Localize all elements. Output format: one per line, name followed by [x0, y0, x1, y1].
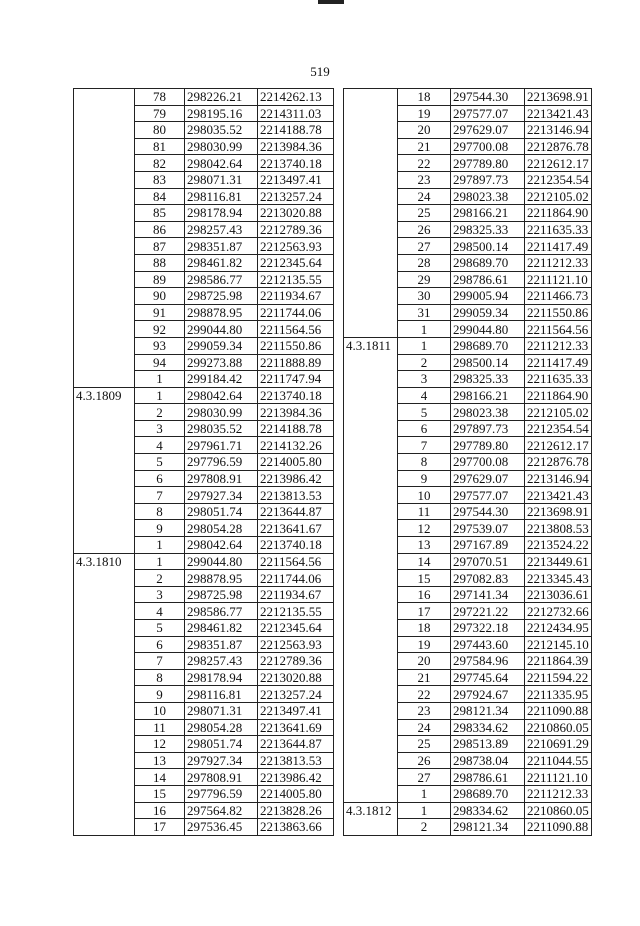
y-coordinate-cell: 2211466.73: [525, 288, 592, 305]
x-coordinate-cell: 298195.16: [185, 105, 258, 122]
section-code-cell: [344, 89, 398, 338]
x-coordinate-cell: 298513.89: [451, 736, 525, 753]
x-coordinate-cell: 298786.61: [451, 271, 525, 288]
x-coordinate-cell: 298121.34: [451, 702, 525, 719]
x-coordinate-cell: 297808.91: [185, 470, 258, 487]
point-number-cell: 6: [398, 420, 451, 437]
y-coordinate-cell: 2214188.78: [258, 420, 334, 437]
x-coordinate-cell: 297745.64: [451, 669, 525, 686]
x-coordinate-cell: 298351.87: [185, 238, 258, 255]
y-coordinate-cell: 2213644.87: [258, 736, 334, 753]
x-coordinate-cell: 298054.28: [185, 520, 258, 537]
point-number-cell: 15: [398, 570, 451, 587]
point-number-cell: 8: [135, 503, 185, 520]
x-coordinate-cell: 298035.52: [185, 420, 258, 437]
x-coordinate-cell: 298725.98: [185, 586, 258, 603]
x-coordinate-cell: 298023.38: [451, 404, 525, 421]
y-coordinate-cell: 2212876.78: [525, 454, 592, 471]
y-coordinate-cell: 2213020.88: [258, 669, 334, 686]
y-coordinate-cell: 2212732.66: [525, 603, 592, 620]
point-number-cell: 8: [135, 669, 185, 686]
x-coordinate-cell: 297322.18: [451, 620, 525, 637]
x-coordinate-cell: 297564.82: [185, 802, 258, 819]
y-coordinate-cell: 2214311.03: [258, 105, 334, 122]
point-number-cell: 18: [398, 620, 451, 637]
y-coordinate-cell: 2211564.56: [525, 321, 592, 338]
coordinates-table-right: [343, 88, 592, 836]
point-number-cell: 6: [135, 636, 185, 653]
y-coordinate-cell: 2212354.54: [525, 420, 592, 437]
y-coordinate-cell: 2211864.90: [525, 205, 592, 222]
point-number-cell: 22: [398, 155, 451, 172]
y-coordinate-cell: 2211744.06: [258, 304, 334, 321]
point-number-cell: 90: [135, 288, 185, 305]
y-coordinate-cell: 2213524.22: [525, 537, 592, 554]
point-number-cell: 7: [135, 487, 185, 504]
point-number-cell: 1: [398, 321, 451, 338]
point-number-cell: 92: [135, 321, 185, 338]
x-coordinate-cell: 298325.33: [451, 371, 525, 388]
x-coordinate-cell: 298121.34: [451, 819, 525, 836]
x-coordinate-cell: 298226.21: [185, 89, 258, 106]
point-number-cell: 8: [398, 454, 451, 471]
point-number-cell: 21: [398, 138, 451, 155]
point-number-cell: 6: [135, 470, 185, 487]
y-coordinate-cell: 2214262.13: [258, 89, 334, 106]
point-number-cell: 2: [398, 819, 451, 836]
point-number-cell: 86: [135, 221, 185, 238]
x-coordinate-cell: 299044.80: [451, 321, 525, 338]
y-coordinate-cell: 2212434.95: [525, 620, 592, 637]
point-number-cell: 13: [135, 752, 185, 769]
x-coordinate-cell: 299059.34: [185, 337, 258, 354]
point-number-cell: 1: [398, 785, 451, 802]
y-coordinate-cell: 2214005.80: [258, 454, 334, 471]
y-coordinate-cell: 2211888.89: [258, 354, 334, 371]
x-coordinate-cell: 297539.07: [451, 520, 525, 537]
table-row: [74, 89, 334, 106]
point-number-cell: 91: [135, 304, 185, 321]
y-coordinate-cell: 2212789.36: [258, 653, 334, 670]
y-coordinate-cell: 2213146.94: [525, 470, 592, 487]
x-coordinate-cell: 298725.98: [185, 288, 258, 305]
point-number-cell: 16: [398, 586, 451, 603]
point-number-cell: 82: [135, 155, 185, 172]
y-coordinate-cell: 2213497.41: [258, 702, 334, 719]
x-coordinate-cell: 299044.80: [185, 321, 258, 338]
x-coordinate-cell: 298689.70: [451, 785, 525, 802]
point-number-cell: 79: [135, 105, 185, 122]
y-coordinate-cell: 2213641.69: [258, 719, 334, 736]
point-number-cell: 26: [398, 752, 451, 769]
x-coordinate-cell: 298116.81: [185, 686, 258, 703]
point-number-cell: 10: [398, 487, 451, 504]
y-coordinate-cell: 2211121.10: [525, 271, 592, 288]
point-number-cell: 12: [135, 736, 185, 753]
point-number-cell: 94: [135, 354, 185, 371]
point-number-cell: 1: [398, 337, 451, 354]
point-number-cell: 84: [135, 188, 185, 205]
point-number-cell: 88: [135, 254, 185, 271]
point-number-cell: 1: [398, 802, 451, 819]
section-code-cell: 4.3.1810: [74, 553, 135, 835]
x-coordinate-cell: 298023.38: [451, 188, 525, 205]
table-row: [74, 387, 334, 404]
point-number-cell: 1: [135, 553, 185, 570]
y-coordinate-cell: 2211564.56: [258, 553, 334, 570]
x-coordinate-cell: 298689.70: [451, 337, 525, 354]
y-coordinate-cell: 2213257.24: [258, 686, 334, 703]
x-coordinate-cell: 297577.07: [451, 487, 525, 504]
point-number-cell: 3: [135, 586, 185, 603]
point-number-cell: 93: [135, 337, 185, 354]
section-code-cell: 4.3.1811: [344, 337, 398, 802]
y-coordinate-cell: 2211212.33: [525, 337, 592, 354]
x-coordinate-cell: 298166.21: [451, 205, 525, 222]
point-number-cell: 9: [398, 470, 451, 487]
y-coordinate-cell: 2213345.43: [525, 570, 592, 587]
x-coordinate-cell: 297808.91: [185, 769, 258, 786]
scan-edge-mark: [318, 0, 344, 4]
y-coordinate-cell: 2213257.24: [258, 188, 334, 205]
y-coordinate-cell: 2211335.95: [525, 686, 592, 703]
y-coordinate-cell: 2213421.43: [525, 487, 592, 504]
x-coordinate-cell: 297789.80: [451, 155, 525, 172]
x-coordinate-cell: 297536.45: [185, 819, 258, 836]
point-number-cell: 11: [135, 719, 185, 736]
point-number-cell: 9: [135, 520, 185, 537]
x-coordinate-cell: 298334.62: [451, 802, 525, 819]
x-coordinate-cell: 297700.08: [451, 138, 525, 155]
y-coordinate-cell: 2211635.33: [525, 371, 592, 388]
y-coordinate-cell: 2211635.33: [525, 221, 592, 238]
y-coordinate-cell: 2213641.67: [258, 520, 334, 537]
point-number-cell: 30: [398, 288, 451, 305]
point-number-cell: 21: [398, 669, 451, 686]
y-coordinate-cell: 2212105.02: [525, 188, 592, 205]
y-coordinate-cell: 2213828.26: [258, 802, 334, 819]
point-number-cell: 4: [135, 603, 185, 620]
y-coordinate-cell: 2211864.90: [525, 387, 592, 404]
x-coordinate-cell: 299044.80: [185, 553, 258, 570]
point-number-cell: 15: [135, 785, 185, 802]
y-coordinate-cell: 2213808.53: [525, 520, 592, 537]
x-coordinate-cell: 297070.51: [451, 553, 525, 570]
y-coordinate-cell: 2213740.18: [258, 537, 334, 554]
y-coordinate-cell: 2212876.78: [525, 138, 592, 155]
y-coordinate-cell: 2211090.88: [525, 702, 592, 719]
point-number-cell: 23: [398, 171, 451, 188]
x-coordinate-cell: 297927.34: [185, 487, 258, 504]
x-coordinate-cell: 298051.74: [185, 503, 258, 520]
x-coordinate-cell: 297924.67: [451, 686, 525, 703]
y-coordinate-cell: 2211934.67: [258, 288, 334, 305]
point-number-cell: 26: [398, 221, 451, 238]
point-number-cell: 19: [398, 636, 451, 653]
x-coordinate-cell: 298461.82: [185, 254, 258, 271]
y-coordinate-cell: 2214005.80: [258, 785, 334, 802]
y-coordinate-cell: 2211550.86: [258, 337, 334, 354]
table-row: [344, 802, 592, 819]
point-number-cell: 14: [398, 553, 451, 570]
point-number-cell: 4: [398, 387, 451, 404]
y-coordinate-cell: 2212145.10: [525, 636, 592, 653]
x-coordinate-cell: 297629.07: [451, 122, 525, 139]
point-number-cell: 4: [135, 437, 185, 454]
y-coordinate-cell: 2212563.93: [258, 238, 334, 255]
point-number-cell: 22: [398, 686, 451, 703]
point-number-cell: 29: [398, 271, 451, 288]
y-coordinate-cell: 2211747.94: [258, 371, 334, 388]
y-coordinate-cell: 2212345.64: [258, 254, 334, 271]
y-coordinate-cell: 2211090.88: [525, 819, 592, 836]
point-number-cell: 25: [398, 205, 451, 222]
point-number-cell: 3: [135, 420, 185, 437]
table-row: [74, 553, 334, 570]
y-coordinate-cell: 2211550.86: [525, 304, 592, 321]
y-coordinate-cell: 2212612.17: [525, 155, 592, 172]
y-coordinate-cell: 2214132.26: [258, 437, 334, 454]
y-coordinate-cell: 2212563.93: [258, 636, 334, 653]
point-number-cell: 14: [135, 769, 185, 786]
point-number-cell: 16: [135, 802, 185, 819]
x-coordinate-cell: 298178.94: [185, 205, 258, 222]
coordinates-table-left: [73, 88, 334, 836]
section-code-cell: 4.3.1812: [344, 802, 398, 835]
point-number-cell: 10: [135, 702, 185, 719]
point-number-cell: 81: [135, 138, 185, 155]
x-coordinate-cell: 297221.22: [451, 603, 525, 620]
point-number-cell: 85: [135, 205, 185, 222]
x-coordinate-cell: 298461.82: [185, 620, 258, 637]
y-coordinate-cell: 2211594.22: [525, 669, 592, 686]
point-number-cell: 89: [135, 271, 185, 288]
y-coordinate-cell: 2212612.17: [525, 437, 592, 454]
x-coordinate-cell: 298351.87: [185, 636, 258, 653]
y-coordinate-cell: 2213984.36: [258, 138, 334, 155]
point-number-cell: 5: [398, 404, 451, 421]
x-coordinate-cell: 298116.81: [185, 188, 258, 205]
x-coordinate-cell: 298071.31: [185, 171, 258, 188]
y-coordinate-cell: 2213984.36: [258, 404, 334, 421]
y-coordinate-cell: 2211212.33: [525, 785, 592, 802]
point-number-cell: 20: [398, 653, 451, 670]
point-number-cell: 78: [135, 89, 185, 106]
x-coordinate-cell: 297796.59: [185, 785, 258, 802]
y-coordinate-cell: 2213020.88: [258, 205, 334, 222]
y-coordinate-cell: 2213449.61: [525, 553, 592, 570]
y-coordinate-cell: 2213421.43: [525, 105, 592, 122]
x-coordinate-cell: 297789.80: [451, 437, 525, 454]
y-coordinate-cell: 2211212.33: [525, 254, 592, 271]
x-coordinate-cell: 298500.14: [451, 238, 525, 255]
x-coordinate-cell: 298325.33: [451, 221, 525, 238]
x-coordinate-cell: 299273.88: [185, 354, 258, 371]
y-coordinate-cell: 2213740.18: [258, 155, 334, 172]
y-coordinate-cell: 2210860.05: [525, 802, 592, 819]
x-coordinate-cell: 298738.04: [451, 752, 525, 769]
x-coordinate-cell: 298586.77: [185, 603, 258, 620]
y-coordinate-cell: 2213986.42: [258, 769, 334, 786]
x-coordinate-cell: 298042.64: [185, 155, 258, 172]
y-coordinate-cell: 2213813.53: [258, 487, 334, 504]
point-number-cell: 3: [398, 371, 451, 388]
x-coordinate-cell: 297927.34: [185, 752, 258, 769]
x-coordinate-cell: 298054.28: [185, 719, 258, 736]
y-coordinate-cell: 2213644.87: [258, 503, 334, 520]
point-number-cell: 27: [398, 769, 451, 786]
x-coordinate-cell: 297629.07: [451, 470, 525, 487]
point-number-cell: 7: [135, 653, 185, 670]
x-coordinate-cell: 298030.99: [185, 138, 258, 155]
section-code-cell: [74, 89, 135, 388]
x-coordinate-cell: 298166.21: [451, 387, 525, 404]
point-number-cell: 1: [135, 387, 185, 404]
x-coordinate-cell: 298500.14: [451, 354, 525, 371]
y-coordinate-cell: 2213146.94: [525, 122, 592, 139]
x-coordinate-cell: 297167.89: [451, 537, 525, 554]
table-row: [344, 337, 592, 354]
x-coordinate-cell: 297141.34: [451, 586, 525, 603]
y-coordinate-cell: 2213698.91: [525, 89, 592, 106]
point-number-cell: 13: [398, 537, 451, 554]
x-coordinate-cell: 298334.62: [451, 719, 525, 736]
point-number-cell: 18: [398, 89, 451, 106]
point-number-cell: 20: [398, 122, 451, 139]
y-coordinate-cell: 2211417.49: [525, 354, 592, 371]
point-number-cell: 27: [398, 238, 451, 255]
y-coordinate-cell: 2212354.54: [525, 171, 592, 188]
point-number-cell: 2: [135, 404, 185, 421]
point-number-cell: 5: [135, 620, 185, 637]
x-coordinate-cell: 298178.94: [185, 669, 258, 686]
point-number-cell: 31: [398, 304, 451, 321]
x-coordinate-cell: 297897.73: [451, 171, 525, 188]
x-coordinate-cell: 298689.70: [451, 254, 525, 271]
x-coordinate-cell: 299005.94: [451, 288, 525, 305]
x-coordinate-cell: 298035.52: [185, 122, 258, 139]
y-coordinate-cell: 2211564.56: [258, 321, 334, 338]
y-coordinate-cell: 2211121.10: [525, 769, 592, 786]
y-coordinate-cell: 2211744.06: [258, 570, 334, 587]
point-number-cell: 9: [135, 686, 185, 703]
x-coordinate-cell: 297961.71: [185, 437, 258, 454]
y-coordinate-cell: 2212135.55: [258, 271, 334, 288]
x-coordinate-cell: 297577.07: [451, 105, 525, 122]
y-coordinate-cell: 2212789.36: [258, 221, 334, 238]
y-coordinate-cell: 2210860.05: [525, 719, 592, 736]
point-number-cell: 24: [398, 188, 451, 205]
x-coordinate-cell: 297544.30: [451, 89, 525, 106]
point-number-cell: 87: [135, 238, 185, 255]
y-coordinate-cell: 2212345.64: [258, 620, 334, 637]
point-number-cell: 1: [135, 537, 185, 554]
y-coordinate-cell: 2210691.29: [525, 736, 592, 753]
point-number-cell: 17: [398, 603, 451, 620]
x-coordinate-cell: 298586.77: [185, 271, 258, 288]
x-coordinate-cell: 298030.99: [185, 404, 258, 421]
y-coordinate-cell: 2211417.49: [525, 238, 592, 255]
y-coordinate-cell: 2213986.42: [258, 470, 334, 487]
x-coordinate-cell: 298786.61: [451, 769, 525, 786]
x-coordinate-cell: 297443.60: [451, 636, 525, 653]
point-number-cell: 83: [135, 171, 185, 188]
y-coordinate-cell: 2213698.91: [525, 503, 592, 520]
x-coordinate-cell: 297584.96: [451, 653, 525, 670]
y-coordinate-cell: 2213863.66: [258, 819, 334, 836]
y-coordinate-cell: 2213036.61: [525, 586, 592, 603]
y-coordinate-cell: 2211044.55: [525, 752, 592, 769]
y-coordinate-cell: 2213497.41: [258, 171, 334, 188]
y-coordinate-cell: 2211864.39: [525, 653, 592, 670]
section-code-cell: 4.3.1809: [74, 387, 135, 553]
point-number-cell: 23: [398, 702, 451, 719]
y-coordinate-cell: 2213813.53: [258, 752, 334, 769]
point-number-cell: 12: [398, 520, 451, 537]
x-coordinate-cell: 297700.08: [451, 454, 525, 471]
x-coordinate-cell: 298042.64: [185, 387, 258, 404]
y-coordinate-cell: 2211934.67: [258, 586, 334, 603]
y-coordinate-cell: 2212135.55: [258, 603, 334, 620]
x-coordinate-cell: 298051.74: [185, 736, 258, 753]
point-number-cell: 17: [135, 819, 185, 836]
x-coordinate-cell: 297544.30: [451, 503, 525, 520]
point-number-cell: 11: [398, 503, 451, 520]
point-number-cell: 2: [398, 354, 451, 371]
table-row: [344, 89, 592, 106]
y-coordinate-cell: 2213740.18: [258, 387, 334, 404]
x-coordinate-cell: 298878.95: [185, 570, 258, 587]
point-number-cell: 80: [135, 122, 185, 139]
y-coordinate-cell: 2212105.02: [525, 404, 592, 421]
point-number-cell: 7: [398, 437, 451, 454]
point-number-cell: 24: [398, 719, 451, 736]
x-coordinate-cell: 298878.95: [185, 304, 258, 321]
point-number-cell: 19: [398, 105, 451, 122]
page-number: 519: [310, 64, 330, 79]
x-coordinate-cell: 298257.43: [185, 221, 258, 238]
point-number-cell: 1: [135, 371, 185, 388]
x-coordinate-cell: 298257.43: [185, 653, 258, 670]
x-coordinate-cell: 299184.42: [185, 371, 258, 388]
x-coordinate-cell: 297796.59: [185, 454, 258, 471]
x-coordinate-cell: 298071.31: [185, 702, 258, 719]
point-number-cell: 5: [135, 454, 185, 471]
point-number-cell: 2: [135, 570, 185, 587]
x-coordinate-cell: 299059.34: [451, 304, 525, 321]
y-coordinate-cell: 2214188.78: [258, 122, 334, 139]
x-coordinate-cell: 298042.64: [185, 537, 258, 554]
x-coordinate-cell: 297082.83: [451, 570, 525, 587]
x-coordinate-cell: 297897.73: [451, 420, 525, 437]
point-number-cell: 25: [398, 736, 451, 753]
point-number-cell: 28: [398, 254, 451, 271]
